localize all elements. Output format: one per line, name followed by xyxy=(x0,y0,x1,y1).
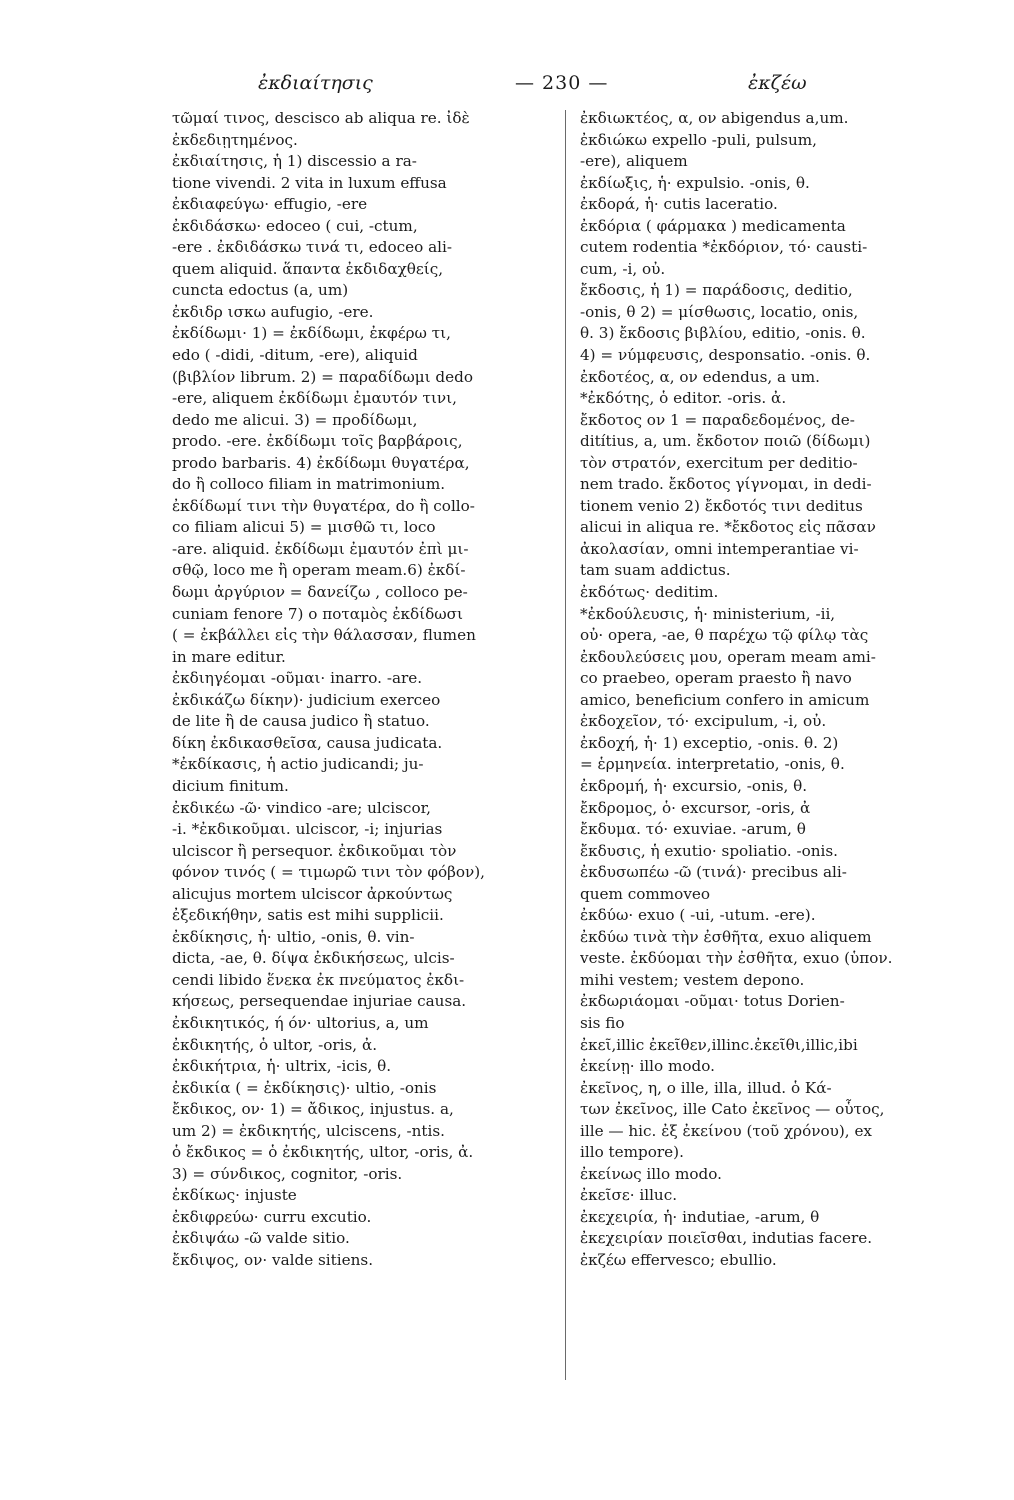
text-line: ἐκδικέω -ῶ· vindico -are; ulciscor, xyxy=(172,798,432,817)
text-line: τὸν στρατόν, exercitum per deditio- xyxy=(580,453,858,472)
text-line: δωμι ἀργύριον = δανείζω , colloco pe- xyxy=(172,583,468,602)
text-line: ἐκεχειρίαν ποιεῖσθαι, indutias facere. xyxy=(580,1229,873,1248)
text-line: -ere, aliquem ἐκδίδωμι ἐμαυτόν τινι, xyxy=(172,389,457,408)
left-column xyxy=(172,108,546,1272)
text-line: cuniam fenore 7) ο ποταμὸς ἐκδίδωσι xyxy=(172,604,463,623)
text-line: ἐκδοτέος, α, ον edendus, a um. xyxy=(580,367,820,386)
text-line: ἐκδικία ( = ἐκδίκησις)· ultio, -onis xyxy=(172,1078,437,1097)
text-line: tam suam addictus. xyxy=(580,561,731,580)
text-line: quem commoveo xyxy=(580,884,711,903)
text-line: do ἢ colloco filiam in matrimonium. xyxy=(172,475,446,494)
text-line: tione vivendi. 2 vita in luxum effusa xyxy=(172,173,447,192)
text-line: mihi vestem; vestem depono. xyxy=(580,970,805,989)
text-line: alicujus mortem ulciscor ἀρκούντως xyxy=(172,884,453,903)
text-line: τῶμαί τινος, descisco ab aliqua re. ἰδὲ xyxy=(172,109,470,127)
text-line: ἐκδοχεῖον, τό· excipulum, -i, οὐ. xyxy=(580,712,827,731)
text-line: ulciscor ἢ persequor. ἐκδικοῦμαι τὸν xyxy=(172,841,457,860)
text-line: de lite ἢ de causa judico ἢ statuo. xyxy=(172,712,430,731)
text-line: dedo me alicui. 3) = προδίδωμι, xyxy=(172,410,418,429)
text-line: = ἑρμηνεία. interpretatio, -onis, θ. xyxy=(580,755,845,774)
text-line: -are. aliquid. ἐκδίδωμι ἐμαυτόν ἐπὶ μι- xyxy=(172,539,469,558)
text-line: nem trado. ἔκδοτος γίγνομαι, in dedi- xyxy=(580,475,872,494)
text-line: 3) = σύνδικος, cognitor, -oris. xyxy=(172,1164,403,1183)
text-line: ἐκδρομή, ἡ· excursio, -onis, θ. xyxy=(580,776,808,795)
text-line: ἔκδιψος, ον· valde sitiens. xyxy=(172,1250,374,1269)
text-line: (βιβλίον librum. 2) = παραδίδωμι dedo xyxy=(172,367,474,386)
text-line: ἐκεῖ,illic ἐκεῖθεν,illinc.ἐκεῖθι,illic,ibi xyxy=(580,1035,858,1054)
text-line: ἐκδικάζω δίκην)· judicium exerceo xyxy=(172,690,441,709)
text-line: ἐκεῖνος, η, ο ille, illa, illud. ὁ Κά- xyxy=(580,1078,832,1097)
text-line: ἀκολασίαν, omni intemperantiae vi- xyxy=(580,539,859,558)
text-line: ἐκδιφρεύω· curru excutio. xyxy=(172,1207,372,1226)
text-line: ἐξεδικήθην, satis est mihi supplicii. xyxy=(172,906,444,925)
text-line: ἐκδικητής, ὁ ultor, -oris, ἀ. xyxy=(172,1035,378,1054)
text-line: in mare editur. xyxy=(172,647,286,666)
text-line: *ἐκδίκασις, ἡ actio judicandi; ju- xyxy=(172,755,424,774)
text-line: ἐκδυσωπέω -ῶ (τινά)· precibus ali- xyxy=(580,863,847,882)
text-line: ἔκδοτος ον 1 = παραδεδομένος, de- xyxy=(580,410,855,429)
text-line: -i. *ἐκδικοῦμαι. ulciscor, -i; injurias xyxy=(172,820,443,839)
text-line: ἔκδρομος, ὁ· excursor, -oris, ἀ xyxy=(580,798,811,817)
text-line: amico, beneficium confero in amicum xyxy=(580,690,870,709)
text-line: ἔκδυσις, ἡ exutio· spoliatio. -onis. xyxy=(580,841,838,860)
text-line: ( = ἐκβάλλει εἰς τὴν θάλασσαν, flumen xyxy=(172,626,476,645)
text-line: ἐκδιαφεύγω· effugio, -ere xyxy=(172,195,368,214)
text-line: prodo. -ere. ἐκδίδωμι τοῖς βαρβάροις, xyxy=(172,432,463,451)
text-line: ἐκδικητικός, ή όν· ultorius, a, um xyxy=(172,1013,429,1032)
text-line: ἐκδιώκω expello -puli, pulsum, xyxy=(580,130,817,149)
page-number: — 230 — xyxy=(515,72,609,94)
text-line: veste. ἐκδύομαι τὴν ἐσθῆτα, exuo (ὑπον. xyxy=(580,949,893,968)
text-line: ἔκδικος, ον· 1) = ἄδικος, injustus. a, xyxy=(172,1100,454,1119)
text-line: -ere . ἐκδιδάσκω τινά τι, edoceo ali- xyxy=(172,238,452,257)
text-line: ἐκεχειρία, ἡ· indutiae, -arum, θ xyxy=(580,1207,820,1226)
text-line: ἐκδιηγέομαι -οῦμαι· inarro. -are. xyxy=(172,669,423,688)
text-line: των ἐκεῖνος, ille Cato ἐκεῖνος — οὗτος, xyxy=(580,1100,885,1119)
text-line: ἔκδοσις, ἡ 1) = παράδοσις, deditio, xyxy=(580,281,853,300)
text-line: edo ( -didi, -ditum, -ere), aliquid xyxy=(172,346,418,365)
column-divider xyxy=(565,110,566,1380)
text-line: *ἐκδότης, ὁ editor. -oris. ἀ. xyxy=(580,389,787,408)
text-line: ἐκδόρια ( φάρμακα ) medicamenta xyxy=(580,216,846,235)
text-line: ἔκδυμα. τό· exuviae. -arum, θ xyxy=(580,820,806,839)
text-line: ἐκείνῃ· illo modo. xyxy=(580,1057,715,1076)
text-line: illo tempore). xyxy=(580,1143,684,1162)
text-line: -onis, θ 2) = μίσθωσις, locatio, onis, xyxy=(580,302,859,321)
text-line: ἐκδιωκτέος, α, ον abigendus a,um. xyxy=(580,109,849,127)
text-line: ἐκδορά, ἡ· cutis laceratio. xyxy=(580,195,778,214)
text-line: ditítius, a, um. ἔκδοτον ποιῶ (δίδωμι) xyxy=(580,432,871,451)
right-running-headword: ἐκζέω xyxy=(748,72,807,94)
text-line: ἐκδικήτρια, ἡ· ultrix, -icis, θ. xyxy=(172,1057,392,1076)
text-line: φόνον τινός ( = τιμωρῶ τινι τὸν φόβον), xyxy=(172,863,486,882)
text-line: ἐκδίκησις, ἡ· ultio, -onis, θ. vin- xyxy=(172,927,415,946)
text-line: cum, -i, οὐ. xyxy=(580,259,666,278)
text-line: alicui in aliqua re. *ἔκδοτος εἰς πᾶσαν xyxy=(580,518,876,537)
text-line: ἐκδύω τινὰ τὴν ἐσθῆτα, exuo aliquem xyxy=(580,927,872,946)
text-line: tionem venio 2) ἔκδοτός τινι deditus xyxy=(580,496,863,515)
text-line: ἐκδότως· deditim. xyxy=(580,583,719,602)
text-line: ἐκδίδωμι· 1) = ἐκδίδωμι, ἐκφέρω τι, xyxy=(172,324,451,343)
right-column xyxy=(580,108,952,1272)
text-line: um 2) = ἐκδικητής, ulciscens, -ntis. xyxy=(172,1121,445,1140)
text-line: ἐκεῖσε· illuc. xyxy=(580,1186,678,1205)
text-line: ἐκζέω effervesco; ebullio. xyxy=(580,1250,777,1269)
text-line: -ere), aliquem xyxy=(580,152,688,171)
text-line: 4) = νύμφευσις, desponsatio. -onis. θ. xyxy=(580,346,871,365)
text-line: dicium finitum. xyxy=(172,776,289,795)
text-line: ἐκδιψάω -ῶ valde sitio. xyxy=(172,1229,350,1248)
text-line: ἐκδιδάσκω· edoceo ( cui, -ctum, xyxy=(172,216,418,235)
text-line: dicta, -ae, θ. δίψα ἐκδικήσεως, ulcis- xyxy=(172,949,455,968)
text-line: sis fio xyxy=(580,1013,625,1032)
text-line: cendi libido ἕνεκα ἐκ πνεύματος ἐκδι- xyxy=(172,970,465,989)
text-line: ἐκδίκως· injuste xyxy=(172,1186,297,1205)
text-line: cutem rodentia *ἐκδόριον, τό· causti- xyxy=(580,238,868,257)
text-line: ἐκδεδιῃτημένος. xyxy=(172,130,298,149)
text-line: ἐκδύω· exuo ( -ui, -utum. -ere). xyxy=(580,906,816,925)
text-line: ille — hic. ἐξ ἐκείνου (τοῦ χρόνου), ex xyxy=(580,1121,872,1140)
text-line: κήσεως, persequendae injuriae causa. xyxy=(172,992,467,1011)
text-line: co praebeo, operam praesto ἢ navo xyxy=(580,669,852,688)
text-line: prodo barbaris. 4) ἐκδίδωμι θυγατέρα, xyxy=(172,453,470,472)
text-line: ἐκδίωξις, ἡ· expulsio. -onis, θ. xyxy=(580,173,810,192)
text-line: σθῷ, loco me ἢ operam meam.6) ἐκδί- xyxy=(172,561,466,580)
text-line: ἐκδουλεύσεις μου, operam meam ami- xyxy=(580,647,876,666)
text-line: ἐκδίδωμί τινι τὴν θυγατέρα, do ἢ collo- xyxy=(172,496,475,515)
text-line: quem aliquid. ἅπαντα ἐκδιδαχθείς, xyxy=(172,259,444,278)
text-line: ἐκδωριάομαι -οῦμαι· totus Dorien- xyxy=(580,992,845,1011)
text-line: ἐκδιαίτησις, ἡ 1) discessio a ra- xyxy=(172,152,417,171)
text-line: *ἐκδούλευσις, ἡ· ministerium, -ii, xyxy=(580,604,836,623)
text-line: cuncta edoctus (a, um) xyxy=(172,281,349,300)
text-line: co filiam alicui 5) = μισθῶ τι, loco xyxy=(172,518,436,537)
text-line: θ. 3) ἔκδοσις βιβλίου, editio, -onis. θ. xyxy=(580,324,866,343)
text-line: οὐ· opera, -ae, θ παρέχω τῷ φίλῳ τὰς xyxy=(580,626,869,645)
text-line: ἐκδιδρ ισκω aufugio, -ere. xyxy=(172,302,374,321)
page-header xyxy=(170,72,904,104)
text-line: ὁ ἔκδικος = ὁ ἐκδικητής, ultor, -oris, ἀ. xyxy=(172,1143,474,1162)
left-running-headword: ἐκδιαίτησις xyxy=(258,72,373,94)
text-line: ἐκείνως illo modo. xyxy=(580,1164,722,1183)
text-line: δίκη ἐκδικασθεῖσα, causa judicata. xyxy=(172,733,443,752)
text-line: ἐκδοχή, ἡ· 1) exceptio, -onis. θ. 2) xyxy=(580,733,839,752)
